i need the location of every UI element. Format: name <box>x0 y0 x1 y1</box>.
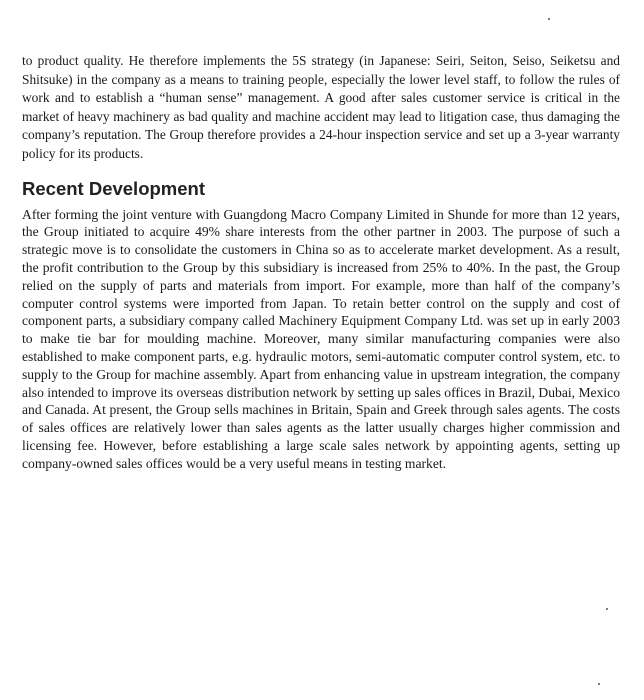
scan-speck <box>598 683 600 685</box>
scan-speck <box>548 18 550 20</box>
intro-paragraph: to product quality. He therefore implements the 5S strategy (in Japanese: Seiri, Seiton, Seiso, Seiketsu and Shitsuke) in the company as a means to training people, especially the lower level staff, to follow the rules of work and to establish a “human sense” management. A good after sales customer service is critical in the market of heavy machinery as bad quality and machine accident may lead to litigation case, thus damaging the company’s reputation. The Group therefore provides a 24-hour inspection service and set up a 3-year warranty policy for its products. <box>22 53 620 161</box>
section-heading: Recent Development <box>22 177 205 199</box>
document-page <box>22 52 620 473</box>
section-paragraph: After forming the joint venture with Guangdong Macro Company Limited in Shunde for more than 12 years, the Group initiated to acquire 49% share interests from the other partner in 2003. The purpose of such a strategic move is to consolidate the customers in China so as to accelerate market development. As a result, the profit contribution to the Group by this subsidiary is increased from 25% to 40%. In the past, the Group relied on the supply of parts and materials from import. For example, more than half of the company’s computer control systems were imported from Japan. To retain better control on the supply and cost of component parts, a subsidiary company called Machinery Equipment Company Ltd. was set up in early 2003 to make tie bar for moulding machine. Moreover, many similar manufacturing companies were also established to make component parts, e.g. hydraulic motors, semi-automatic computer control system, etc. to supply to the Group for machine assembly. Apart from enhancing value in upstream integration, the company also intended to improve its overseas distribution network by setting up sales offices in Brazil, Dubai, Mexico and Canada. At present, the Group sells machines in Britain, Spain and Greek through sales agents. The costs of sales offices are relatively lower than sales agents as the latter usually charges higher commission and licensing fee. However, before establishing a large scale sales network by appointing agents, setting up company-owned sales offices would be a very useful means in testing market. <box>22 206 620 471</box>
scan-speck <box>606 608 608 610</box>
